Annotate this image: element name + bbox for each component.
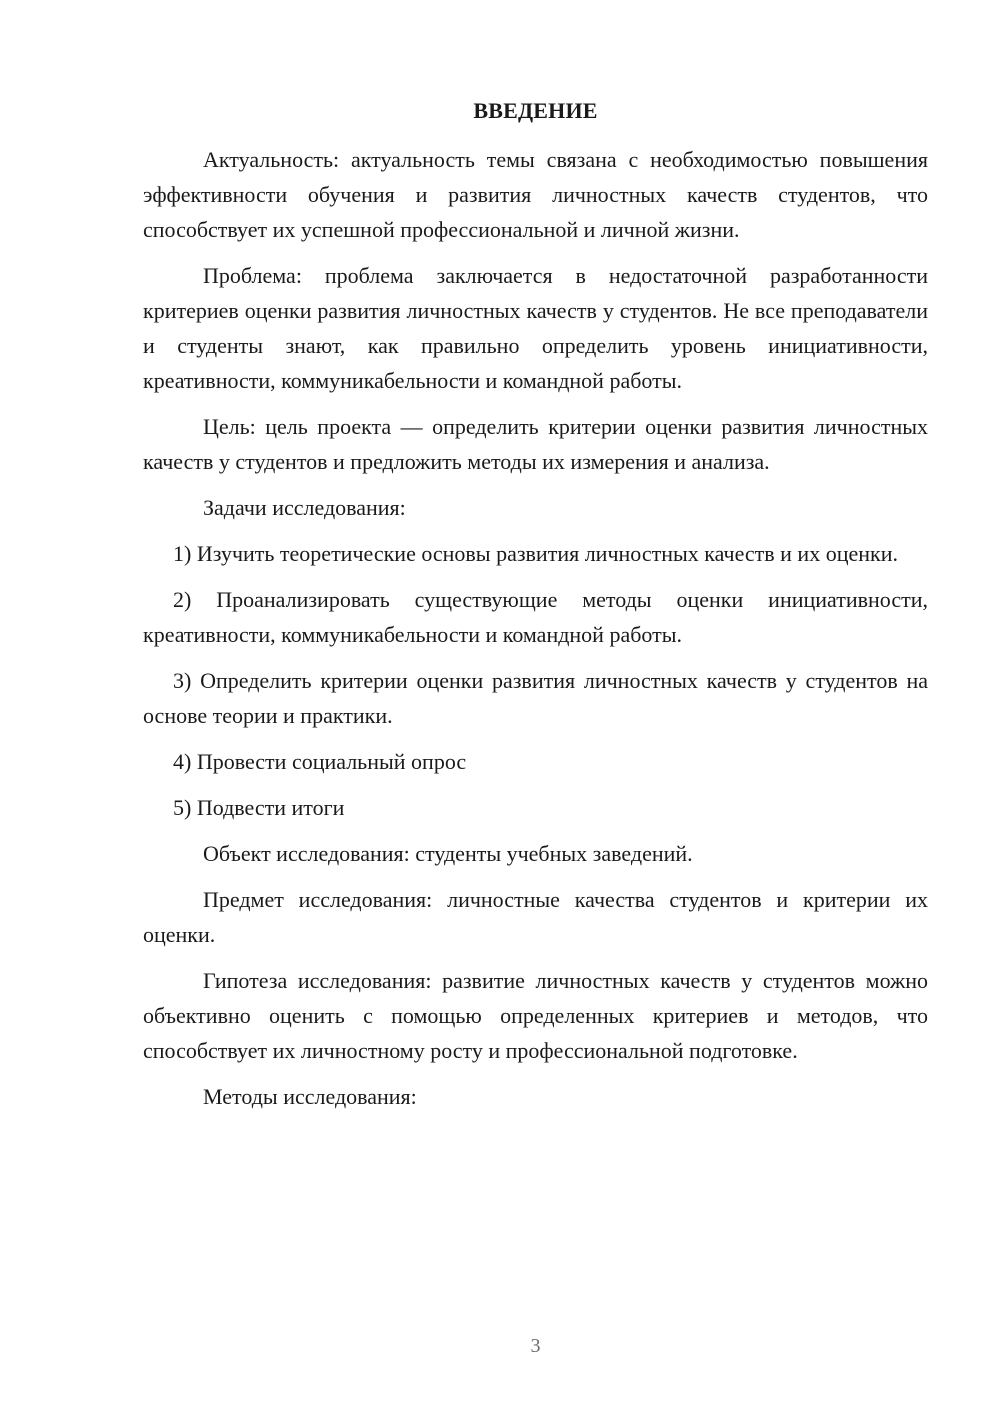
paragraph-methods-heading: Методы исследования: <box>203 1084 417 1109</box>
list-item-task-4: 4) Провести социальный опрос <box>173 749 467 774</box>
paragraph-goal: Цель: цель проекта — определить критерии оценки развития личностных качеств у студентов и предложить методы их измерения и анализа. <box>143 414 928 474</box>
paragraph-hypothesis: Гипотеза исследования: развитие личностных качеств у студентов можно объективно оценить с помощью определенных критериев и методов, что способствует их личностному росту и профессиональной подготовке. <box>143 968 928 1063</box>
list-item-task-2: 2) Проанализировать существующие методы оценки инициативности, креативности, коммуникабельности и командной работы. <box>143 587 928 647</box>
paragraph-problem: Проблема: проблема заключается в недостаточной разработанности критериев оценки развития личностных качеств у студентов. Не все преподаватели и студенты знают, как правильно определить уровень инициативности, креативности, коммуникабельности и командной работы. <box>143 263 928 393</box>
paragraph-tasks-heading: Задачи исследования: <box>203 495 406 520</box>
list-item-task-5: 5) Подвести итоги <box>173 795 345 820</box>
list-item-task-1: 1) Изучить теоретические основы развития личностных качеств и их оценки. <box>173 541 898 566</box>
paragraph-relevance: Актуальность: актуальность темы связана с необходимостью повышения эффективности обучения и развития личностных качеств студентов, что способствует их успешной профессиональной и личной жизни. <box>143 147 928 242</box>
paragraph-subject: Предмет исследования: личностные качества студентов и критерии их оценки. <box>143 887 928 947</box>
body-text <box>143 142 928 1125</box>
page-title: ВВЕДЕНИЕ <box>473 98 598 123</box>
document-page <box>143 0 928 1414</box>
paragraph-object: Объект исследования: студенты учебных заведений. <box>203 841 693 866</box>
list-item-task-3: 3) Определить критерии оценки развития личностных качеств у студентов на основе теории и практики. <box>143 668 928 728</box>
page-number: 3 <box>530 1335 541 1357</box>
